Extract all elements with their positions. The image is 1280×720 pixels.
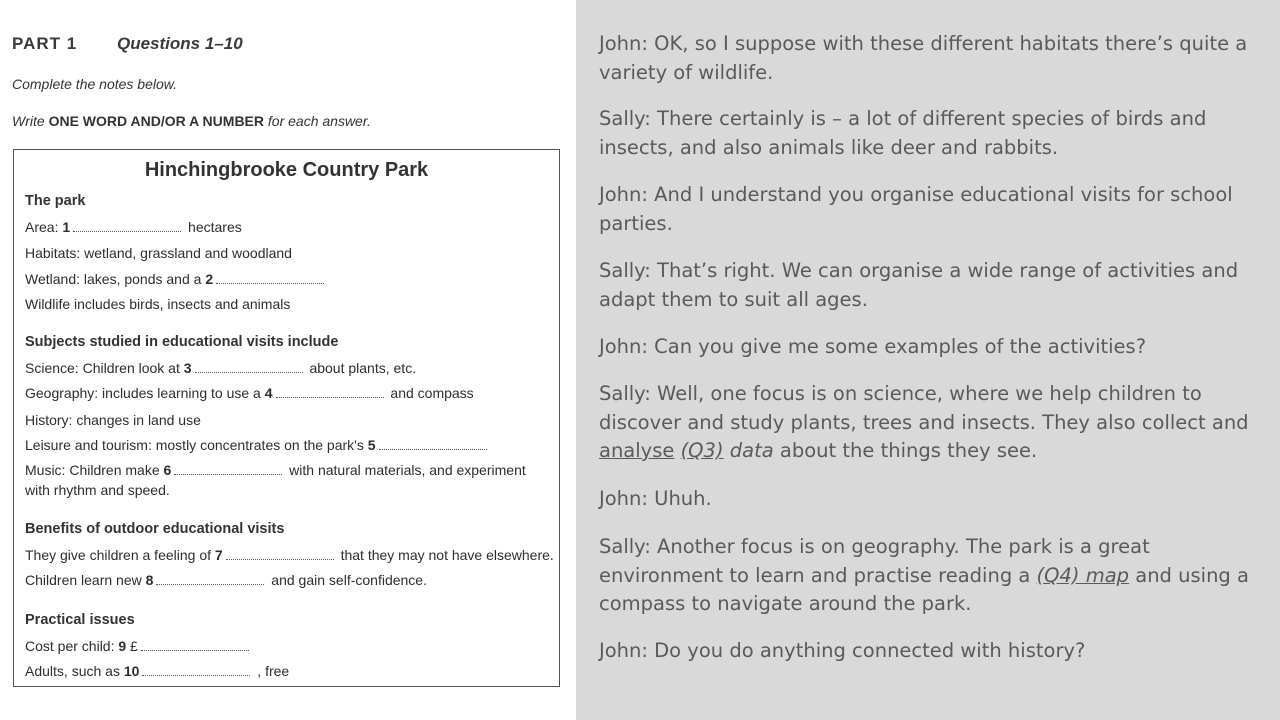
question-panel xyxy=(0,0,576,720)
question-number: 6 xyxy=(163,462,172,478)
questions-range: Questions 1–10 xyxy=(117,34,243,53)
note-text: about plants, etc. xyxy=(305,360,417,376)
note-line xyxy=(25,572,427,588)
note-text: hectares xyxy=(184,219,242,235)
question-number: 1 xyxy=(62,219,71,235)
transcript-line xyxy=(599,380,1249,466)
section-heading: Subjects studied in educational visits include xyxy=(25,334,339,350)
note-line xyxy=(25,460,535,500)
note-text: and gain self-confidence. xyxy=(267,572,427,588)
note-line xyxy=(25,437,490,453)
answer-blank xyxy=(379,439,487,450)
question-number: 8 xyxy=(145,572,154,588)
answer-highlight: data xyxy=(729,439,774,462)
transcript-text: and using a compass to navigate around the park. xyxy=(599,563,1249,615)
note-text: Cost per child: xyxy=(25,638,119,654)
note-line: Wildlife includes birds, insects and animals xyxy=(25,296,291,312)
transcript-text: Sally: There certainly is – a lot of different species of birds and insects, and also animals like deer and rabbits. xyxy=(599,107,1207,159)
answer-blank xyxy=(156,574,264,585)
question-marker: (Q3) xyxy=(680,439,724,462)
answer-blank xyxy=(276,387,384,398)
transcript-line xyxy=(599,333,1249,362)
answer-blank xyxy=(142,665,250,676)
transcript-text: John: And I understand you organise educational visits for school parties. xyxy=(599,183,1233,235)
note-text: Area: xyxy=(25,219,63,235)
note-text: with natural materials, and experiment with rhythm and speed. xyxy=(25,462,526,498)
question-number: 9 xyxy=(118,638,127,654)
transcript-text: John: Uhuh. xyxy=(599,487,712,510)
part-header xyxy=(12,34,243,54)
note-text: Music: Children make xyxy=(25,462,164,478)
note-text: They give children a feeling of xyxy=(25,547,215,563)
instruction-word-limit xyxy=(12,113,371,129)
transcript-text: John: Can you give me some examples of the activities? xyxy=(599,335,1147,358)
answer-blank xyxy=(73,221,181,232)
instruction-complete-notes: Complete the notes below. xyxy=(12,76,177,92)
note-line xyxy=(25,360,416,376)
question-number: 3 xyxy=(183,360,192,376)
answer-blank xyxy=(195,362,303,373)
note-line xyxy=(25,219,242,235)
note-line: Habitats: wetland, grassland and woodland xyxy=(25,245,292,261)
notes-title: Hinchingbrooke Country Park xyxy=(144,159,429,181)
note-text: Adults, such as xyxy=(25,663,124,679)
note-text: £ xyxy=(126,638,138,654)
instruction-text: Write xyxy=(12,113,49,129)
note-text: Wetland: lakes, ponds and a xyxy=(25,271,206,287)
note-line xyxy=(25,663,289,679)
transcript-line xyxy=(599,485,1249,514)
note-line xyxy=(25,271,327,287)
transcript-text: Sally: That’s right. We can organise a wide range of activities and adapt them to suit all ages. xyxy=(599,259,1239,311)
note-text: Science: Children look at xyxy=(25,360,184,376)
note-line xyxy=(25,385,474,401)
question-number: 5 xyxy=(367,437,376,453)
note-text: Children learn new xyxy=(25,572,146,588)
section-heading: Practical issues xyxy=(25,612,135,628)
note-text: , free xyxy=(253,663,290,679)
transcript-line xyxy=(599,257,1249,314)
answer-blank xyxy=(141,640,249,651)
instruction-text: for each answer. xyxy=(264,113,371,129)
transcript-text: about the things they see. xyxy=(773,439,1038,462)
transcript-line xyxy=(599,533,1249,619)
question-marker: (Q4) map xyxy=(1036,563,1130,587)
note-line xyxy=(25,638,252,654)
transcript-line xyxy=(599,30,1249,87)
instruction-emphasis: ONE WORD AND/OR A NUMBER xyxy=(48,113,264,129)
question-number: 2 xyxy=(205,271,214,287)
answer-highlight: analyse xyxy=(599,439,675,462)
note-line: History: changes in land use xyxy=(25,412,201,428)
section-heading: Benefits of outdoor educational visits xyxy=(25,521,285,537)
note-text: and compass xyxy=(386,385,474,401)
answer-blank xyxy=(226,549,334,560)
note-text: Geography: includes learning to use a xyxy=(25,385,265,401)
transcript-text: John: OK, so I suppose with these different habitats there’s quite a variety of wildlife. xyxy=(599,32,1248,84)
answer-blank xyxy=(216,273,324,284)
transcript-line xyxy=(599,637,1249,666)
notes-box xyxy=(13,149,560,687)
question-number: 10 xyxy=(123,663,140,679)
part-label: PART 1 xyxy=(12,34,78,53)
question-number: 4 xyxy=(264,385,273,401)
section-heading: The park xyxy=(25,193,86,209)
transcript-text: Sally: Well, one focus is on science, where we help children to discover and study plants, trees and insects. They also collect and xyxy=(599,382,1249,434)
note-text: that they may not have elsewhere. xyxy=(336,547,554,563)
note-text: Leisure and tourism: mostly concentrates on the park's xyxy=(25,437,368,453)
transcript-line xyxy=(599,181,1249,238)
answer-blank xyxy=(174,464,282,475)
question-number: 7 xyxy=(214,547,223,563)
note-line xyxy=(25,547,554,563)
transcript-text: John: Do you do anything connected with history? xyxy=(599,639,1086,662)
transcript-text: Sally: Another focus is on geography. The park is a great environment to learn and practise reading a xyxy=(599,535,1150,587)
transcript-line xyxy=(599,105,1249,162)
